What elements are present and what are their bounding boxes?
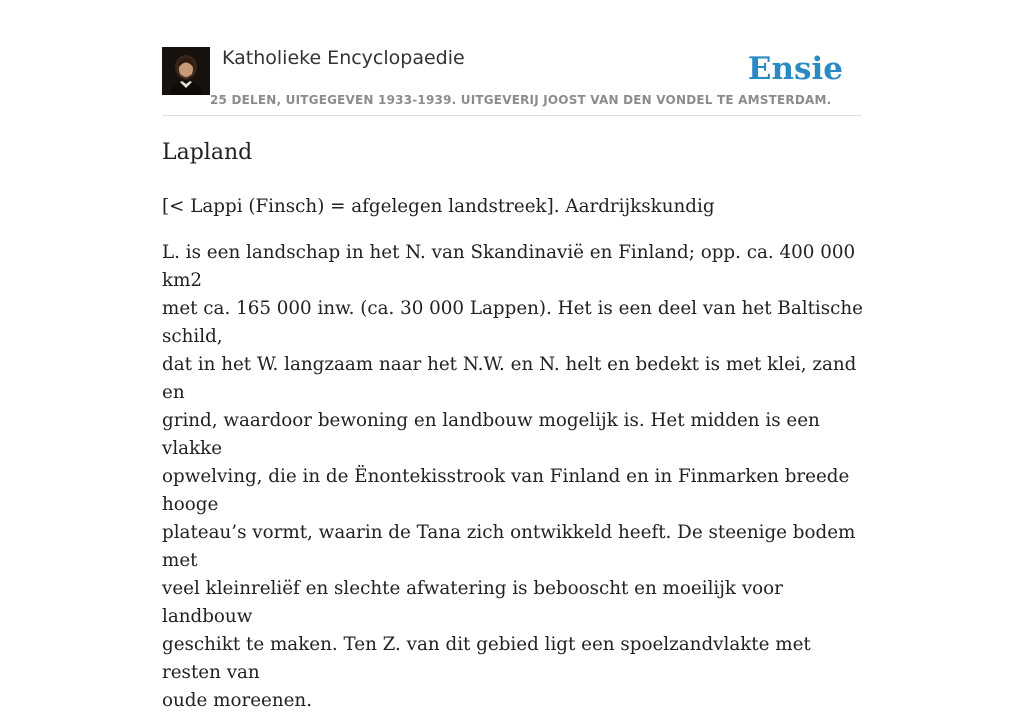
body-line: geschikt te maken. Ten Z. van dit gebied ligt een spoelzandvlakte met resten van <box>162 634 811 683</box>
site-title[interactable]: Katholieke Encyclopaedie <box>222 47 465 69</box>
ensie-logo-link[interactable]: Ensie <box>747 51 843 87</box>
body-line: dat in het W. langzaam naar het N.W. en N. helt en bedekt is met klei, zand en <box>162 354 857 403</box>
portrait-icon <box>162 47 210 95</box>
article-content <box>162 193 864 715</box>
page-title: Lapland <box>162 140 253 165</box>
article-body <box>162 239 864 715</box>
body-line: L. is een landschap in het N. van Skandinavië en Finland; opp. ca. 400 000 km2 <box>162 242 856 291</box>
body-line: met ca. 165 000 inw. (ca. 30 000 Lappen). Het is een deel van het Baltische schild, <box>162 298 863 347</box>
etymology-text: [< Lappi (Finsch) = afgelegen landstreek]. Aardrijkskundig <box>162 196 715 217</box>
body-line: grind, waardoor bewoning en landbouw mogelijk is. Het midden is een vlakke <box>162 410 820 459</box>
site-header <box>162 46 862 116</box>
body-line: opwelving, die in de Ënontekisstrook van Finland en in Finmarken breede hooge <box>162 466 850 515</box>
body-line: veel kleinreliëf en slechte afwatering is bebooscht en moeilijk voor landbouw <box>162 578 783 627</box>
body-line: plateau’s vormt, waarin de Tana zich ontwikkeld heeft. De steenige bodem met <box>162 522 856 571</box>
publication-subtitle: 25 DELEN, UITGEGEVEN 1933-1939. UITGEVERIJ JOOST VAN DEN VONDEL TE AMSTERDAM. <box>210 93 832 107</box>
portrait-avatar[interactable] <box>162 47 210 95</box>
body-line: oude moreenen. <box>162 690 313 711</box>
